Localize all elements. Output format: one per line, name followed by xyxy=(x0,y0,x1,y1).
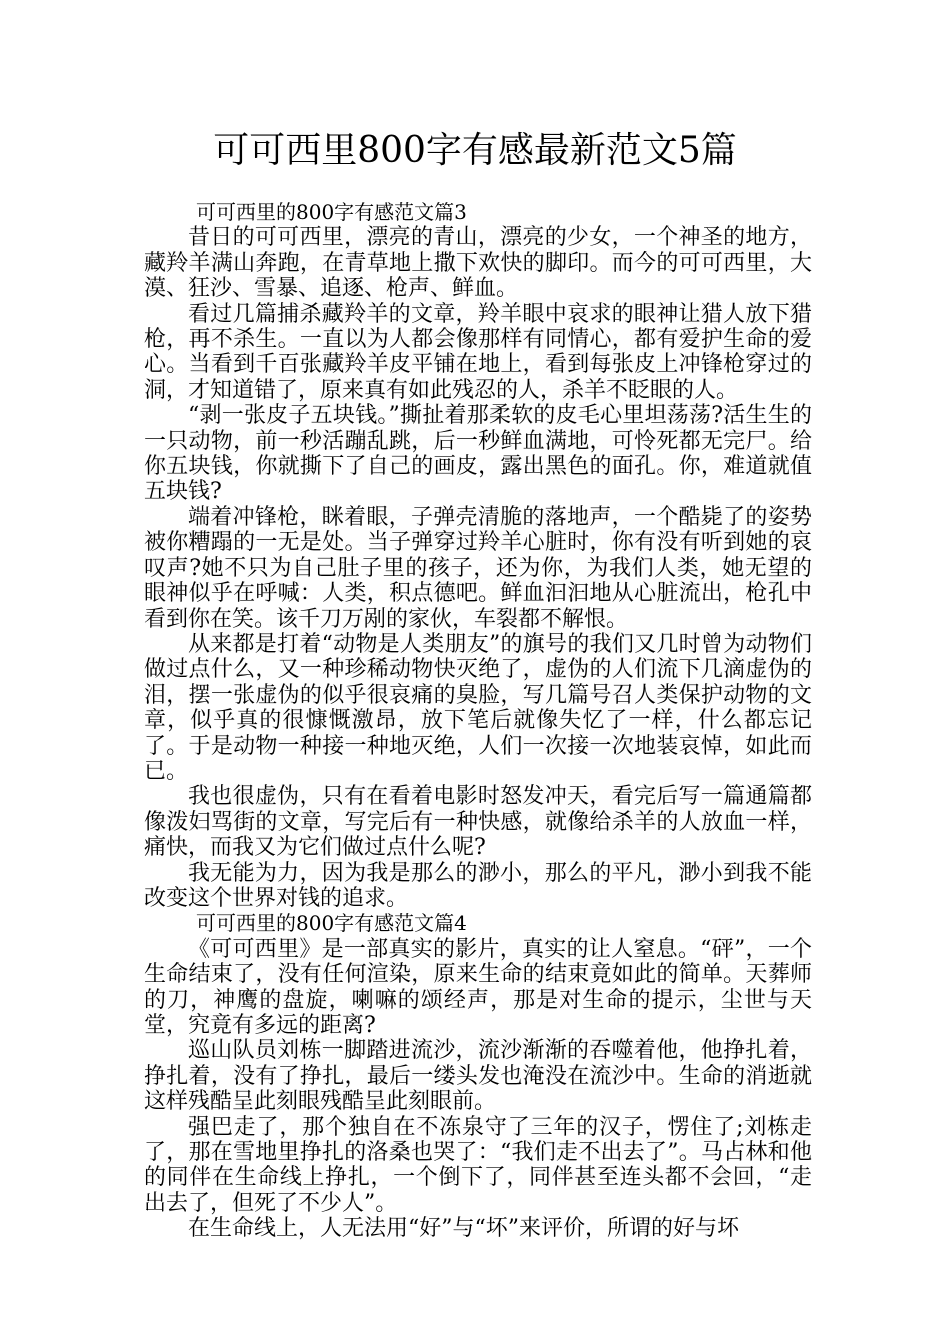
paragraph: 《可可西里》是一部真实的影片，真实的让人窒息。“砰”，一个生命结束了，没有任何渲染，原来生命的结束竟如此的简单。天葬师的刀，神鹰的盘旋，喇嘛的颂经声，那是对生命的提示，尘世与天堂，究竟有多远的距离? xyxy=(144,936,812,1038)
paragraph: 我也很虚伪，只有在看着电影时怒发冲天，看完后写一篇通篇都像泼妇骂街的文章，写完后有一种快感，就像给杀羊的人放血一样，痛快，而我又为它们做过点什么呢? xyxy=(144,784,812,861)
paragraph: 在生命线上，人无法用“好”与“坏”来评价，所谓的好与坏 xyxy=(188,1216,739,1242)
section-heading: 可可西里的800字有感范文篇3 xyxy=(196,200,467,224)
paragraph: 看过几篇捕杀藏羚羊的文章，羚羊眼中哀求的眼神让猎人放下猎枪，再不杀生。一直以为人都会像那样有同情心，都有爱护生命的爱心。当看到千百张藏羚羊皮平铺在地上，看到每张皮上冲锋枪穿过的洞，才知道错了，原来真有如此残忍的人，杀羊不眨眼的人。 xyxy=(144,301,812,403)
paragraph: 巡山队员刘栋一脚踏进流沙，流沙渐渐的吞噬着他，他挣扎着，挣扎着，没有了挣扎，最后一缕头发也淹没在流沙中。生命的消逝就这样残酷呈此刻眼残酷呈此刻眼前。 xyxy=(144,1038,812,1115)
paragraph: 我无能为力，因为我是那么的渺小，那么的平凡，渺小到我不能改变这个世界对钱的追求。 xyxy=(144,860,812,911)
document-body xyxy=(144,200,812,1242)
paragraph: 强巴走了，那个独自在不冻泉守了三年的汉子，愣住了;刘栋走了，那在雪地里挣扎的洛桑也哭了：“我们走不出去了”。马占林和他的同伴在生命线上挣扎，一个倒下了，同伴甚至连头都不会回，“走出去了，但死了不少人”。 xyxy=(144,1114,812,1216)
document-title: 可可西里800字有感最新范文5篇 xyxy=(213,130,737,171)
paragraph: “剥一张皮子五块钱。”撕扯着那柔软的皮毛心里坦荡荡?活生生的一只动物，前一秒活蹦乱跳，后一秒鲜血满地，可怜死都无完尸。给你五块钱，你就撕下了自己的画皮，露出黑色的面孔。你，难道就值五块钱? xyxy=(144,403,812,505)
paragraph: 昔日的可可西里，漂亮的青山，漂亮的少女，一个神圣的地方，藏羚羊满山奔跑，在青草地上撒下欢快的脚印。而今的可可西里，大漠、狂沙、雪暴、追逐、枪声、鲜血。 xyxy=(144,225,812,302)
paragraph: 端着冲锋枪，眯着眼，子弹壳清脆的落地声，一个酷毙了的姿势被你糟蹋的一无是处。当子弹穿过羚羊心脏时，你有没有听到她的哀叹声?她不只为自己肚子里的孩子，还为你，为我们人类，她无望的眼神似乎在呼喊：人类，积点德吧。鲜血汩汩地从心脏流出，枪孔中看到你在笑。该千刀万剐的家伙，车裂都不解恨。 xyxy=(144,504,812,632)
paragraph: 从来都是打着“动物是人类朋友”的旗号的我们又几时曾为动物们做过点什么，又一种珍稀动物快灭绝了，虚伪的人们流下几滴虚伪的泪，摆一张虚伪的似乎很哀痛的臭脸，写几篇号召人类保护动物的文章，似乎真的很慷慨激昂，放下笔后就像失忆了一样，什么都忘记了。于是动物一种接一种地灭绝，人们一次接一次地装哀悼，如此而已。 xyxy=(144,631,812,784)
section-heading: 可可西里的800字有感范文篇4 xyxy=(196,911,467,936)
